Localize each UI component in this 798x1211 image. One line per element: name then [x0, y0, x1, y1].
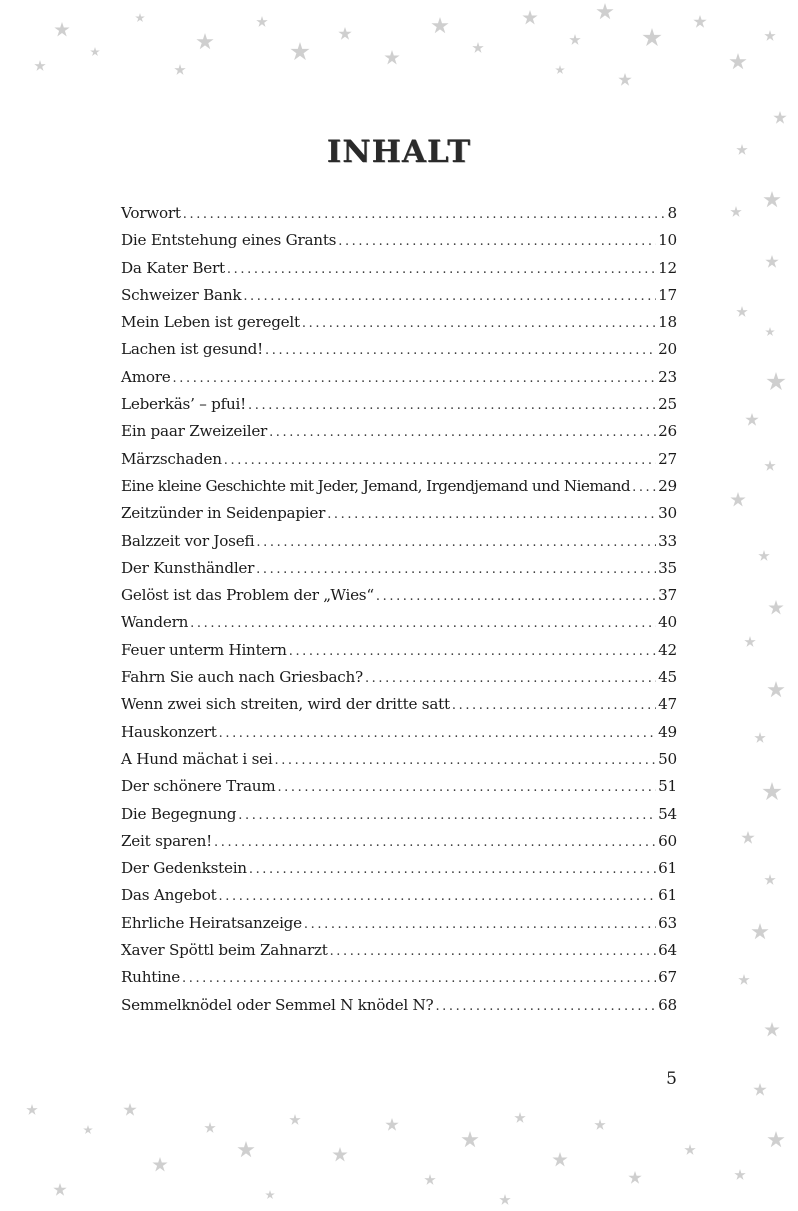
star-icon	[758, 550, 769, 561]
toc-entry-page: 50	[658, 749, 677, 768]
toc-entry-page: 67	[658, 968, 677, 987]
toc-entry-page: 54	[658, 804, 677, 823]
toc-entry-page: 8	[667, 204, 677, 222]
star-icon	[135, 13, 145, 22]
toc-dot-leader	[435, 993, 656, 1020]
star-icon	[764, 1022, 779, 1037]
toc-entry	[121, 227, 677, 254]
toc-dot-leader	[238, 802, 656, 829]
toc-entry-page: 27	[658, 449, 677, 468]
toc-dot-leader	[219, 720, 656, 747]
star-icon	[514, 1112, 525, 1123]
toc-entry-title: Da Kater Bert	[121, 258, 225, 277]
toc-entry-page: 10	[658, 231, 677, 250]
toc-dot-leader	[632, 474, 656, 501]
star-icon	[764, 30, 775, 41]
toc-dot-leader	[327, 501, 656, 528]
star-icon	[753, 1083, 766, 1096]
toc-dot-leader	[173, 365, 657, 392]
toc-entry	[121, 555, 677, 582]
toc-entry-title: Xaver Spöttl beim Zahnarzt	[121, 941, 328, 960]
toc-dot-leader	[365, 665, 656, 692]
toc-entry-title: Schweizer Bank	[121, 285, 242, 304]
toc-entry-page: 61	[658, 859, 677, 878]
toc-entry-page: 26	[658, 422, 677, 441]
toc-entry	[121, 528, 677, 555]
star-icon	[431, 17, 448, 33]
toc-entry-title: Eine kleine Geschichte mit Jeder, Jemand, Irgendjemand und Niemand	[121, 476, 631, 495]
toc-dot-leader	[452, 692, 656, 719]
star-icon	[196, 33, 213, 49]
toc-dot-leader	[256, 556, 656, 583]
toc-dot-leader	[330, 938, 656, 965]
toc-entry-page: 40	[658, 613, 677, 632]
toc-entry	[121, 637, 677, 664]
toc-entry-page: 37	[658, 586, 677, 605]
star-icon	[763, 782, 782, 800]
star-icon	[764, 460, 775, 471]
toc-entry-title: Lachen ist gesund!	[121, 340, 263, 359]
toc-dot-leader	[227, 256, 656, 283]
toc-entry-title: Feuer unterm Hintern	[121, 640, 287, 659]
toc-entry-page: 45	[658, 668, 677, 687]
star-icon	[204, 1122, 215, 1133]
star-icon	[751, 923, 768, 939]
toc-dot-leader	[190, 610, 656, 637]
toc-entry	[121, 255, 677, 282]
star-icon	[26, 1104, 37, 1115]
toc-entry	[121, 336, 677, 363]
toc-entry	[121, 773, 677, 800]
toc-entry	[121, 418, 677, 445]
star-icon	[734, 1169, 745, 1180]
toc-entry	[121, 691, 677, 718]
toc-dot-leader	[376, 583, 656, 610]
star-icon	[738, 974, 749, 985]
star-icon	[34, 60, 45, 71]
toc-entry	[121, 500, 677, 527]
toc-entry-title: Semmelknödel oder Semmel N knödel N?	[121, 995, 434, 1014]
toc-dot-leader	[338, 228, 656, 255]
toc-entry	[121, 391, 677, 418]
star-icon	[54, 22, 69, 37]
star-icon	[741, 831, 754, 844]
star-icon	[174, 64, 185, 75]
star-icon	[693, 15, 706, 28]
star-icon	[594, 1119, 605, 1130]
toc-entry	[121, 746, 677, 773]
toc-entry-title: Zeit sparen!	[121, 831, 213, 850]
toc-entry-page: 51	[658, 777, 677, 796]
toc-entry-title: Ruhtine	[121, 968, 180, 987]
star-icon	[763, 191, 780, 207]
star-icon	[773, 111, 786, 124]
star-icon	[256, 16, 267, 27]
toc-entry-title: Das Angebot	[121, 886, 217, 905]
star-icon	[53, 1183, 66, 1196]
page-title: INHALT	[326, 133, 472, 170]
star-icon	[754, 732, 765, 743]
star-icon	[385, 1118, 398, 1131]
toc-entry-page: 25	[658, 395, 677, 414]
toc-entry-page: 12	[658, 258, 677, 277]
star-icon	[745, 413, 758, 426]
toc-dot-leader	[289, 638, 656, 665]
star-icon	[265, 1190, 275, 1199]
star-icon	[123, 1103, 136, 1116]
star-icon	[765, 327, 775, 336]
toc-entry-title: Ein paar Zweizeiler	[121, 422, 268, 441]
star-icon	[730, 206, 741, 217]
star-icon	[152, 1157, 167, 1172]
star-icon	[730, 492, 745, 507]
toc-entry-title: Mein Leben ist geregelt	[121, 313, 300, 332]
toc-entry-page: 17	[658, 285, 677, 304]
toc-entry-page: 35	[658, 558, 677, 577]
star-icon	[736, 306, 747, 317]
star-icon	[767, 372, 786, 390]
toc-entry	[121, 719, 677, 746]
toc-entry	[121, 910, 677, 937]
star-icon	[744, 636, 755, 647]
toc-entry-title: Vorwort	[121, 204, 181, 222]
toc-dot-leader	[243, 283, 656, 310]
star-icon	[767, 1131, 784, 1147]
toc-entry-page: 20	[658, 340, 677, 359]
toc-entry-title: Der schönere Traum	[121, 777, 276, 796]
toc-dot-leader	[183, 201, 666, 228]
toc-entry	[121, 964, 677, 991]
star-icon	[461, 1131, 478, 1147]
star-icon	[643, 28, 662, 46]
toc-entry-page: 61	[658, 886, 677, 905]
toc-entry	[121, 582, 677, 609]
toc-entry	[121, 801, 677, 828]
toc-entry	[121, 609, 677, 636]
page-number: 5	[666, 1069, 677, 1089]
toc-entry-page: 42	[658, 640, 677, 659]
toc-entry-page: 30	[658, 504, 677, 523]
toc-dot-leader	[304, 911, 656, 938]
star-icon	[768, 600, 783, 615]
toc-entry	[121, 855, 677, 882]
toc-entry-title: Wandern	[121, 613, 189, 632]
toc-dot-leader	[219, 883, 657, 910]
toc-entry-title: Märzschaden	[121, 449, 222, 468]
toc-entry-title: A Hund mächat i sei	[121, 749, 273, 768]
star-icon	[628, 1171, 641, 1184]
toc-dot-leader	[224, 447, 656, 474]
star-icon	[472, 42, 483, 53]
toc-entry-title: Wenn zwei sich streiten, wird der dritte satt	[121, 695, 450, 714]
toc-entry-page: 49	[658, 722, 677, 741]
toc-entry	[121, 992, 677, 1019]
toc-entry	[121, 882, 677, 909]
star-icon	[90, 47, 100, 56]
star-icon	[729, 53, 746, 69]
toc-entry-title: Hauskonzert	[121, 722, 217, 741]
star-icon	[332, 1147, 347, 1162]
toc-entry	[121, 473, 677, 500]
star-icon	[569, 34, 580, 45]
star-icon	[555, 65, 565, 74]
toc-entry-title: Der Gedenkstein	[121, 859, 247, 878]
toc-entry-page: 47	[658, 695, 677, 714]
star-icon	[767, 681, 784, 697]
table-of-contents	[121, 200, 677, 1019]
toc-dot-leader	[248, 392, 656, 419]
star-icon	[237, 1141, 254, 1157]
toc-dot-leader	[256, 529, 656, 556]
toc-entry-page: 68	[658, 995, 677, 1014]
toc-entry	[121, 937, 677, 964]
star-icon	[83, 1125, 93, 1134]
toc-entry-title: Fahrn Sie auch nach Griesbach?	[121, 668, 363, 687]
toc-entry-page: 64	[658, 941, 677, 960]
toc-entry-page: 18	[658, 313, 677, 332]
toc-entry-title: Gelöst ist das Problem der „Wies“	[121, 586, 374, 605]
toc-dot-leader	[269, 419, 656, 446]
toc-entry-page: 29	[658, 476, 677, 495]
star-icon	[424, 1174, 435, 1185]
toc-entry-title: Die Entstehung eines Grants	[121, 231, 337, 250]
toc-dot-leader	[274, 747, 656, 774]
toc-dot-leader	[249, 856, 656, 883]
star-icon	[291, 42, 310, 60]
toc-dot-leader	[302, 310, 656, 337]
toc-entry	[121, 828, 677, 855]
star-icon	[618, 73, 631, 86]
toc-dot-leader	[265, 337, 656, 364]
toc-dot-leader	[182, 965, 656, 992]
toc-entry	[121, 446, 677, 473]
star-icon	[684, 1144, 695, 1155]
toc-entry-page: 60	[658, 831, 677, 850]
toc-entry-page: 23	[658, 367, 677, 386]
toc-entry	[121, 364, 677, 391]
toc-entry-page: 33	[658, 531, 677, 550]
star-icon	[338, 27, 351, 40]
star-icon	[764, 874, 775, 885]
toc-dot-leader	[214, 829, 656, 856]
star-icon	[499, 1194, 510, 1205]
toc-entry-title: Ehrliche Heiratsanzeige	[121, 913, 302, 932]
toc-entry	[121, 309, 677, 336]
toc-entry	[121, 200, 677, 227]
star-icon	[765, 255, 778, 268]
toc-entry-title: Amore	[121, 367, 171, 386]
star-icon	[552, 1152, 567, 1167]
toc-dot-leader	[277, 774, 656, 801]
toc-entry	[121, 282, 677, 309]
toc-entry-title: Die Begegnung	[121, 804, 237, 823]
star-icon	[596, 3, 613, 19]
toc-entry-title: Zeitzünder in Seidenpapier	[121, 504, 326, 523]
toc-entry-page: 63	[658, 913, 677, 932]
toc-entry-title: Balzzeit vor Josefi	[121, 531, 255, 550]
toc-entry-title: Leberkäs’ – pfui!	[121, 395, 247, 414]
toc-entry	[121, 664, 677, 691]
star-icon	[522, 10, 537, 25]
star-icon	[289, 1114, 300, 1125]
star-icon	[384, 50, 399, 65]
toc-entry-title: Der Kunsthändler	[121, 558, 255, 577]
